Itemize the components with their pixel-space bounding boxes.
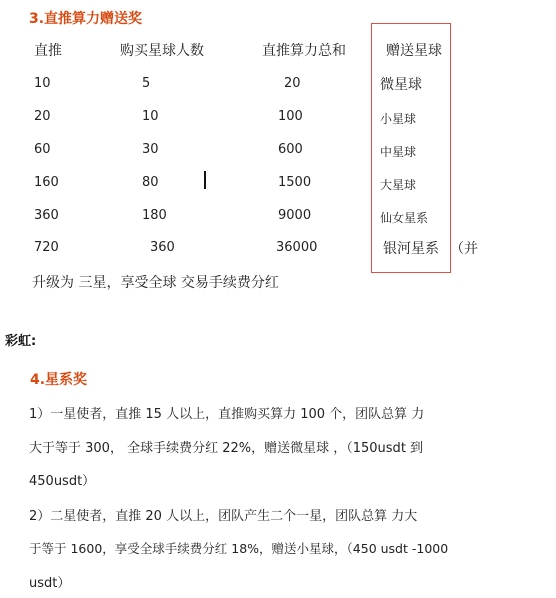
table-row-5-power: 9000 bbox=[278, 208, 312, 223]
section4-line-6: usdt） bbox=[29, 576, 71, 591]
section4-line-3: 450usdt） bbox=[29, 474, 96, 489]
table-row-5-prize: 仙女星系 bbox=[380, 211, 429, 225]
table-row-2-prize: 小星球 bbox=[380, 112, 417, 126]
header-prize: 赠送星球 bbox=[386, 43, 442, 59]
table-row-5-direct: 360 bbox=[34, 208, 59, 223]
table-row-4-prize: 大星球 bbox=[380, 178, 417, 192]
table-row-4-power: 1500 bbox=[278, 175, 312, 190]
table-row-2-buyers: 10 bbox=[142, 109, 159, 124]
table-row-1-buyers: 5 bbox=[142, 76, 151, 91]
section3-heading: 3.直推算力赠送奖 bbox=[29, 11, 143, 27]
table-row-6-direct: 720 bbox=[34, 240, 59, 255]
header-power: 直推算力总和 bbox=[262, 43, 346, 59]
section4-line-5: 于等于 1600，享受全球手续费分红 18%，赠送小星球，（450 usdt -1000 bbox=[29, 541, 449, 556]
table-row-3-direct: 60 bbox=[34, 142, 51, 157]
table-row-1-power: 20 bbox=[284, 76, 301, 91]
section4-line-1: 1）一星使者，直推 15 人以上，直推购买算力 100 个，团队总算 力 bbox=[29, 407, 425, 422]
table-row-4-buyers: 80 bbox=[142, 175, 159, 190]
section4-line-4: 2）二星使者，直推 20 人以上，团队产生二个一星，团队总算 力大 bbox=[29, 509, 418, 524]
table-row-6-tail: （并 bbox=[450, 241, 478, 257]
table-row-2-power: 100 bbox=[278, 109, 303, 124]
header-buyers: 购买星球人数 bbox=[120, 43, 204, 59]
table-row-1-prize: 微星球 bbox=[380, 77, 422, 93]
table-row-1-direct: 10 bbox=[34, 76, 51, 91]
section4-heading: 4.星系奖 bbox=[30, 372, 88, 388]
table-row-2-direct: 20 bbox=[34, 109, 51, 124]
table-row-6-prize: 银河星系 bbox=[383, 241, 439, 257]
rainbow-label: 彩虹: bbox=[5, 334, 37, 349]
section3-continuation: 升级为 三星，享受全球 交易手续费分红 bbox=[32, 275, 279, 291]
table-row-6-power: 36000 bbox=[276, 240, 318, 255]
text-cursor bbox=[204, 171, 206, 189]
table-row-3-prize: 中星球 bbox=[380, 145, 417, 159]
table-row-5-buyers: 180 bbox=[142, 208, 167, 223]
section4-line-2: 大于等于 300， 全球手续费分红 22%，赠送微星球 ，（150usdt 到 bbox=[29, 441, 424, 456]
table-row-3-buyers: 30 bbox=[142, 142, 159, 157]
table-row-4-direct: 160 bbox=[34, 175, 59, 190]
header-direct: 直推 bbox=[34, 43, 62, 59]
table-row-3-power: 600 bbox=[278, 142, 303, 157]
table-row-6-buyers: 360 bbox=[150, 240, 175, 255]
